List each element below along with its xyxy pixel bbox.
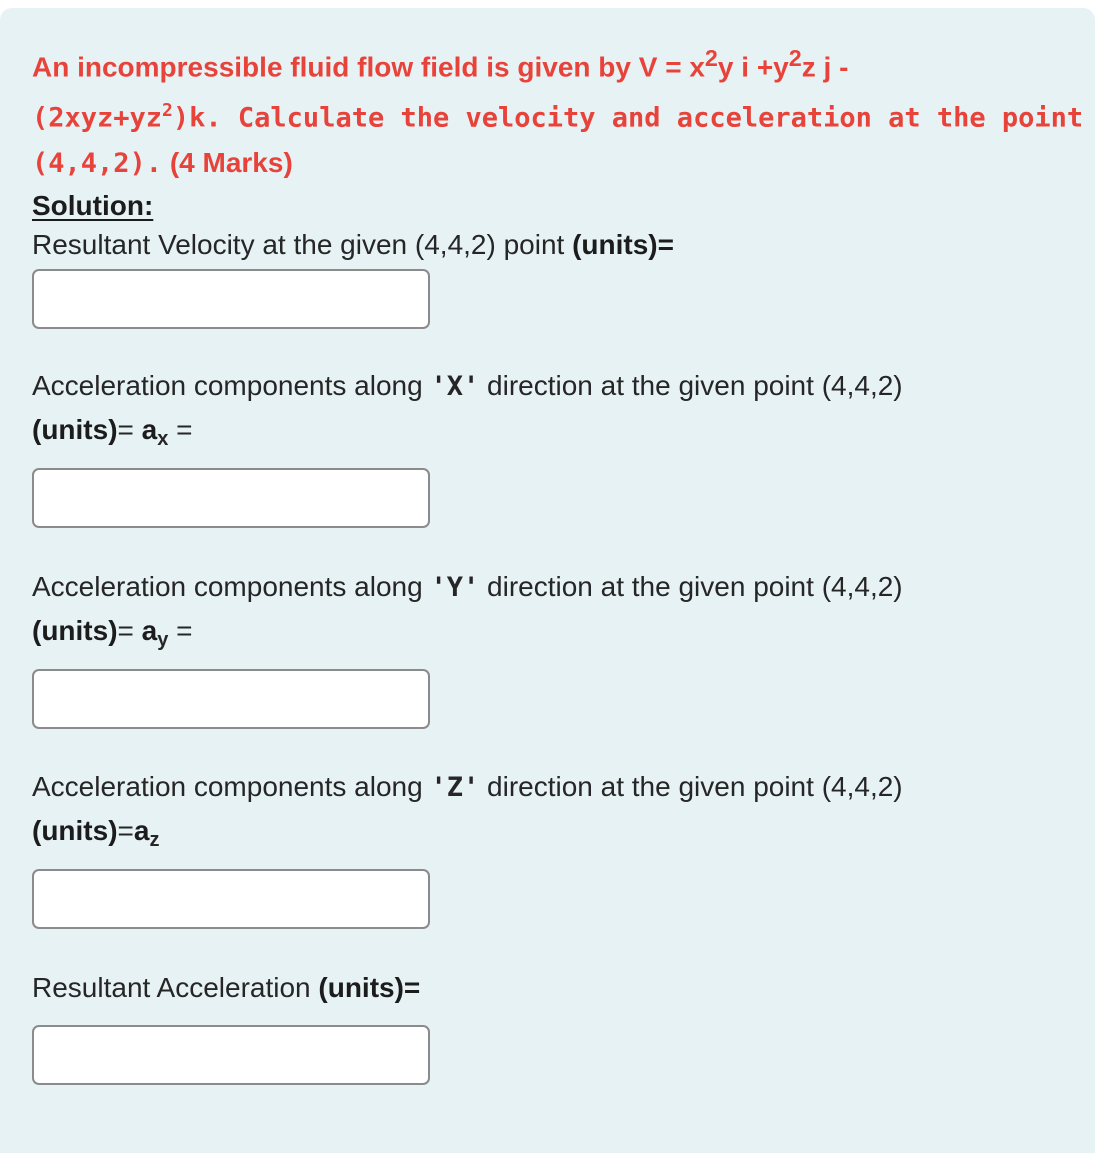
equals-sign: = xyxy=(168,615,193,646)
equals-sign: = xyxy=(117,815,134,846)
ax-label-text: Acceleration components along xyxy=(32,370,431,401)
ax-label-line-2 xyxy=(32,408,193,452)
question-line-3 xyxy=(32,141,1072,186)
question-text-part: An incompressible fluid flow field is given by V = x xyxy=(32,51,705,83)
az-label-text: Acceleration components along xyxy=(32,771,431,802)
velocity-label-text: Resultant Velocity at the given (4,4,2) point xyxy=(32,229,573,260)
acceleration-label xyxy=(32,966,420,1010)
az-input[interactable] xyxy=(32,869,430,929)
acceleration-label-text: Resultant Acceleration xyxy=(32,972,319,1003)
axis-name: 'X' xyxy=(430,371,480,402)
subscript-x: x xyxy=(157,428,169,450)
ay-label-text: Acceleration components along xyxy=(32,571,431,602)
az-label-line-1 xyxy=(32,765,903,810)
ay-label-text: direction at the given point (4,4,2) xyxy=(479,571,903,602)
units-label: (units) xyxy=(32,815,118,846)
az-label-line-2 xyxy=(32,809,159,853)
velocity-label xyxy=(32,223,674,267)
ay-label-line-2 xyxy=(32,609,193,653)
equals-sign: = xyxy=(117,615,142,646)
ay-input[interactable] xyxy=(32,669,430,729)
question-text-part: )k. Calculate the velocity and acceleration at the point xyxy=(172,102,1084,134)
subscript-y: y xyxy=(157,629,169,651)
question-line-2 xyxy=(32,89,1084,140)
axis-name: 'Y' xyxy=(430,572,480,603)
units-label: (units) xyxy=(32,414,118,445)
ax-input[interactable] xyxy=(32,468,430,528)
subscript-z: z xyxy=(149,829,160,851)
question-text-part: z j - xyxy=(801,51,849,83)
question-marks: (4 Marks) xyxy=(162,146,293,178)
velocity-input[interactable] xyxy=(32,269,430,329)
question-card xyxy=(0,8,1095,1153)
equals-sign: = xyxy=(117,414,142,445)
question-text-part: y i +y xyxy=(717,51,789,83)
question-line-1 xyxy=(32,36,1072,89)
symbol-a: a xyxy=(133,815,150,846)
equals-sign: = xyxy=(168,414,193,445)
az-label-text: direction at the given point (4,4,2) xyxy=(479,771,903,802)
units-label: (units) xyxy=(32,615,118,646)
solution-heading: Solution: xyxy=(32,190,154,221)
units-label: (units)= xyxy=(572,229,674,260)
superscript: 2 xyxy=(788,45,802,71)
ay-label-line-1 xyxy=(32,565,903,610)
acceleration-input[interactable] xyxy=(32,1025,430,1085)
question-text xyxy=(32,36,1084,186)
ax-label-text: direction at the given point (4,4,2) xyxy=(479,370,903,401)
superscript: 2 xyxy=(162,100,173,122)
superscript: 2 xyxy=(704,45,718,71)
symbol-a: a xyxy=(141,615,158,646)
symbol-a: a xyxy=(141,414,158,445)
question-text-part: (4,4,2). xyxy=(32,147,163,179)
units-label: (units)= xyxy=(318,972,421,1003)
axis-name: 'Z' xyxy=(430,772,480,803)
ax-label-line-1 xyxy=(32,364,903,409)
question-text-part: (2xyz+yz xyxy=(32,102,163,134)
